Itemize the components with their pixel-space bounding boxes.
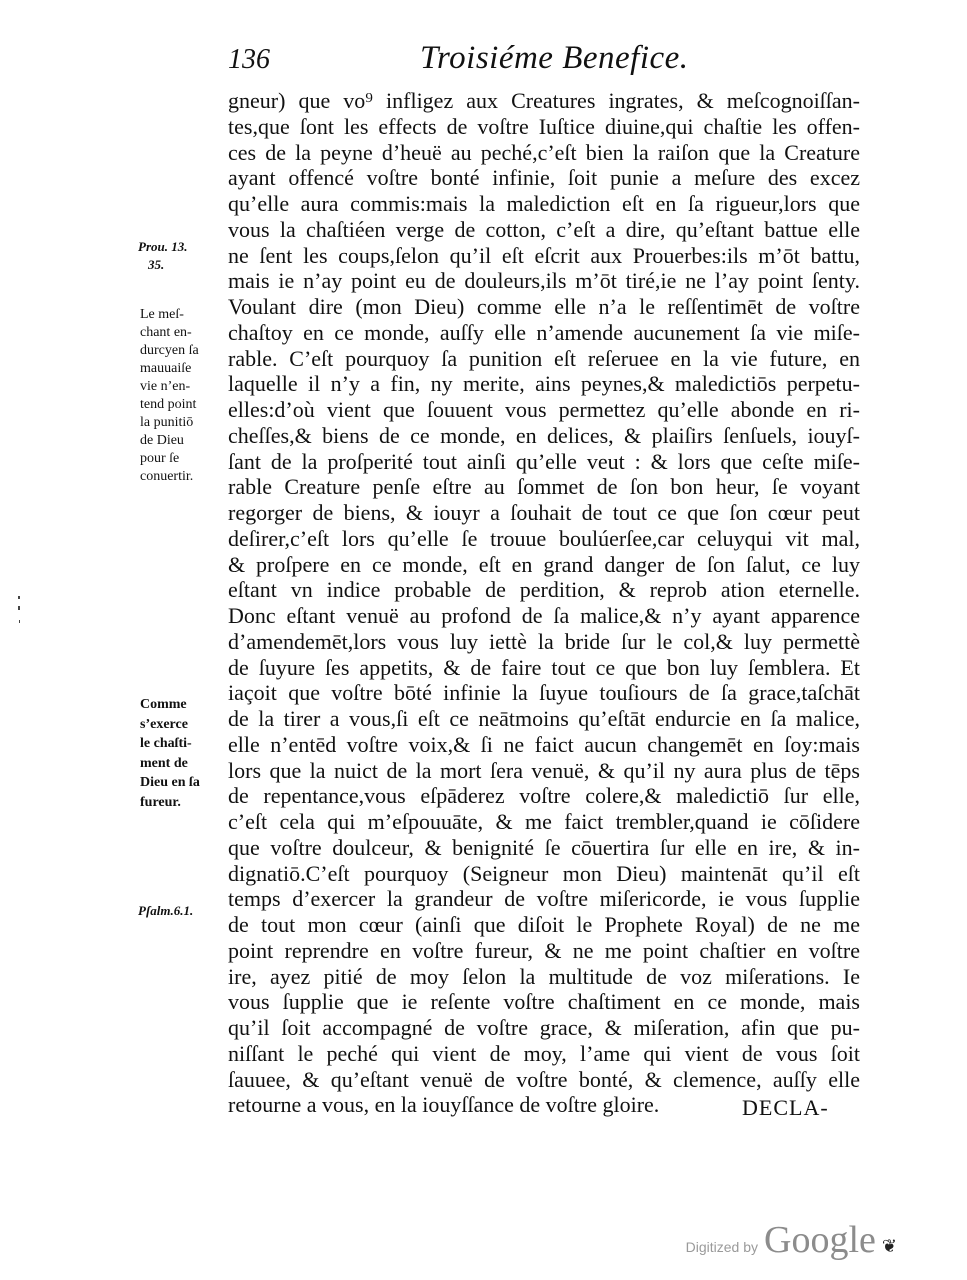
text-line: d’amendemēt,lors vous luy iettè la bride ſur le col,& luy permettè (228, 628, 860, 654)
text-line: ſauuee, & qu’eſtant venuë de voſtre bonté, & clemence, auſſy elle (228, 1066, 860, 1092)
text-line: qu’il ſoit accompagné de voſtre grace, & miſeration, afin que pu- (228, 1015, 860, 1040)
margin-note-line: s’exerce (140, 716, 188, 732)
margin-ref-line: 35. (148, 257, 165, 272)
text-line: temps d’exercer la grandeur de voſtre miſericorde, ie vous ſupplie (228, 886, 860, 912)
margin-note-line: Le meſ- (140, 307, 184, 322)
margin-note-line: pour ſe (140, 451, 180, 466)
text-line: ayant offencé voſtre bonté infinie, ſoit punie a meſure des excez (228, 165, 860, 191)
scan-speck (19, 620, 20, 623)
margin-note-line: durcyen ſa (140, 343, 199, 358)
text-line: vous la chaſtiéen verge de cotton, c’eſt a dire, qu’eſtant battue elle (228, 216, 860, 242)
text-line: lors que la nuict de la mort ſera venuë, & qu’il ny aura plus de tēps (228, 757, 860, 783)
watermark-prefix: Digitized by (685, 1239, 759, 1255)
text-line: ne ſent les coups,ſelon qu’il eſt eſcrit aux Prouerbes:ils m’ōt battu, (228, 242, 860, 268)
margin-note-line: conuertir. (140, 469, 194, 484)
text-line: mais ie n’ay point eu de douleurs,ils m’ōt tiré,ie ne l’ay point ſenty. (228, 268, 860, 294)
text-line: Voulant dire (mon Dieu) comme elle n’a le reſſentimēt de voſtre (228, 294, 860, 319)
text-line: tes,que ſont les effects de voſtre Iuſtice diuine,qui chaſtie les offen- (228, 113, 860, 139)
text-line: que voſtre doulceur, & benignité ſe cōuertira ſur elle en ire, & in- (228, 834, 860, 860)
text-line: Donc eſtant venuë au profond de ſa malice,& n’y ayant apparence (228, 603, 860, 628)
scan-speck (18, 606, 20, 610)
margin-note-line: la punitiō (140, 415, 194, 430)
scan-speck (18, 596, 20, 599)
catchword: DECLA- (742, 1095, 829, 1120)
text-line: dignatiō.C’eſt pourquoy (Seigneur mon Dieu) maintenāt qu’il eſt (228, 860, 860, 886)
digitized-watermark (686, 1218, 897, 1262)
margin-note-line: ment de (140, 755, 188, 771)
running-head: Troisiéme Benefice. (420, 40, 689, 76)
body-text (228, 88, 860, 1118)
text-line: ces de la peyne d’heuë au peché,c’eſt bien la raiſon que la Creature (228, 139, 860, 165)
text-line: c’eſt cela qui m’eſpouuāte, & me faict trembler,quand ie cōſidere (228, 809, 860, 834)
text-line: regorger de biens, & iouyr a ſouhait de tout ce que ſon cœur peut (228, 500, 860, 525)
margin-note-line: vie n’en- (140, 379, 191, 394)
text-line: niſſant le peché qui vient de moy, l’ame qui vient de vous ſoit (228, 1040, 860, 1066)
text-line: chaſtoy en ce monde, auſſy elle n’amende aucunement ſa vie miſe- (228, 319, 860, 345)
margin-note-line: tend point (140, 397, 197, 412)
margin-note-line: Dieu en ſa (140, 775, 200, 790)
margin-note-line: chant en- (140, 325, 192, 340)
text-line: iaçoit que voſtre bōté infinie la ſuyue touſiours de ſa grace,taſchāt (228, 680, 860, 706)
margin-ref-psalm: Pſalm.6.1. (138, 903, 194, 918)
page-number: 136 (228, 44, 270, 75)
text-line: vous ſupplie que ie reſente voſtre chaſtiment en ce monde, mais (228, 989, 860, 1015)
margin-note-line: fureur. (140, 794, 181, 810)
margin-ref-line: Prou. 13. (138, 239, 188, 254)
text-line: point reprendre en voſtre fureur, & ne me point chaſtier en voſtre (228, 937, 860, 963)
text-line: elle n’entēd voſtre voix,& ſi ne faict aucun changemēt en ſoy:mais (228, 731, 860, 757)
text-line: de tout mon cœur (ainſi que diſoit le Prophete Royal) de ne me (228, 912, 860, 937)
margin-note-line: le chaſti- (140, 736, 192, 751)
fleuron-icon: ❦ (881, 1236, 897, 1257)
text-line: gneur) que vo⁹ infligez aux Creatures ingrates, & meſcognoiſſan- (228, 88, 860, 113)
margin-note-line: mauuaiſe (140, 361, 192, 376)
margin-note-line: de Dieu (140, 433, 184, 448)
margin-note-line: Comme (140, 697, 187, 712)
margin-note-hardened (140, 306, 199, 486)
text-line: cheſſes,& biens de ce monde, en delices, & plaiſirs ſenſuels, iouyſ- (228, 422, 860, 448)
text-line: de ſuyure ſes appetits, & de faire tout ce que bon luy ſemblera. Et (228, 654, 860, 680)
text-line: qu’elle aura commis:mais la malediction eſt en ſa rigueur,lors que (228, 191, 860, 216)
text-line: laquelle il n’y a fin, ny merite, ains peynes,& maledictiōs perpetu- (228, 371, 860, 397)
text-line: & proſpere en ce monde, eſt en grand danger de ſon ſalut, ce luy (228, 551, 860, 577)
text-line: de la tirer a vous,ſi eſt ce neātmoins qu’eſtāt endurcie en ſa malice, (228, 706, 860, 731)
text-line: rable Creature penſe eſtre au ſommet de ſon bon heur, ſe voyant (228, 474, 860, 500)
margin-note-chastisement (140, 695, 200, 812)
text-line: deſirer,c’eſt lors qu’elle ſe trouue boulúerſee,car celuyqui vit mal, (228, 525, 860, 551)
text-line: retourne a vous, en la iouyſſance de voſtre gloire. (228, 1092, 660, 1118)
text-line: elles:d’où vient que ſouuent vous permettez qu’elle abonde en ri- (228, 397, 860, 422)
margin-ref-proverbs (138, 238, 187, 274)
google-logo: Google (764, 1219, 876, 1261)
text-line: ſant de la proſperité tout ainſi qu’elle veut : & lors que ceſte miſe- (228, 448, 860, 474)
text-line: rable. C’eſt pourquoy ſa punition eſt reſeruee en la vie future, en (228, 345, 860, 371)
text-line: eſtant vn indice probable de perdition, & reprob ation eternelle. (228, 577, 860, 603)
text-line: ire, ayez pitié de moy ſelon la multitude de voz miſerations. Ie (228, 963, 860, 989)
text-line: de repentance,vous eſpāderez voſtre colere,& maledictiō ſur elle, (228, 783, 860, 809)
